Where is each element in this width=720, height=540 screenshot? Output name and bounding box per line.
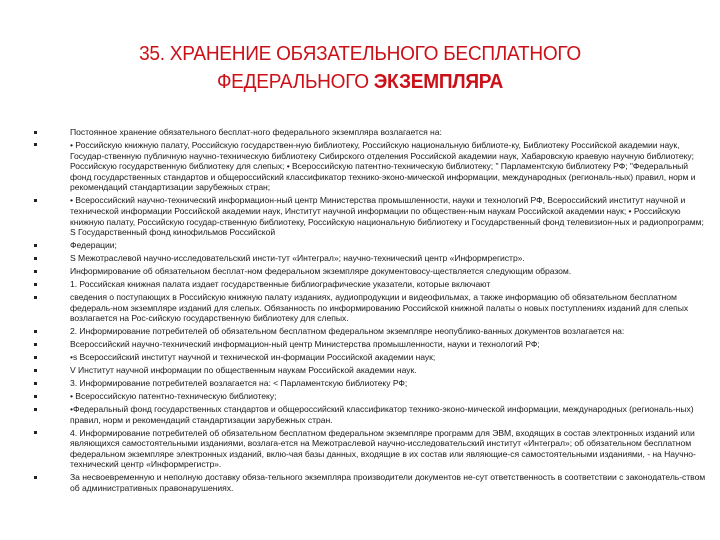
list-item: [34, 428, 706, 470]
list-item: [34, 326, 706, 337]
bullet-icon: [34, 395, 37, 398]
bullet-icon: [34, 257, 37, 260]
title-line-2-bold: ЭКЗЕМПЛЯРА: [373, 70, 504, 93]
list-item-text: сведения о поступающих в Российскую книжную палату изданиях, аудиопродукции и видеофильмах, а также информацию об обязательном бесплатном федераль-ном экземпляре изданий для слепых. Обязанность по информированию Российской книжной палаты о новых поступлениях изданий для слепых возлагается на Рос-сийскую государственную библиотеку для слепых.: [70, 292, 689, 324]
bullet-icon: [34, 244, 37, 247]
bullet-icon: [34, 343, 37, 346]
bullet-icon: [34, 382, 37, 385]
list-item: [34, 266, 706, 277]
slide-title: [25, 40, 695, 96]
list-item: [34, 352, 706, 363]
list-item-text: 1. Российская книжная палата издает государственные библиографические указатели, которые включают: [70, 279, 491, 290]
bullet-icon: [34, 131, 37, 134]
bullet-icon: [34, 356, 37, 359]
list-item: [34, 472, 706, 493]
list-item-text: Информирование об обязательном бесплат-ном федеральном экземпляре документовосу-ществляется следующим образом.: [70, 266, 572, 277]
list-item: [34, 339, 706, 350]
bullet-icon: [34, 270, 37, 273]
list-item-text: S Межотраслевой научно-исследовательский инсти-тут «Интеграл»; научно-технический центр «Информрегистр».: [70, 253, 525, 264]
bullet-icon: [34, 369, 37, 372]
list-item: [34, 404, 706, 425]
list-item-text: За несвоевременную и неполную доставку обяза-тельного экземпляра производители документов не-сут ответственность в соответствии с законодатель-ством об административных правонарушениях.: [70, 472, 706, 494]
bullet-icon: [34, 283, 37, 286]
list-item: [34, 140, 706, 193]
list-item-text: •Федеральный фонд государственных стандартов и общероссийский классификатор технико-эконо-мической информации, международных (региональ-ных) правил, норм и рекомендаций стандартизации зарубежных стран.: [70, 404, 694, 425]
list-item-text: • Всероссийскую патентно-техническую библиотеку;: [70, 391, 277, 402]
bullet-icon: [34, 431, 37, 434]
list-item-text: •s Всероссийский институт научной и технической ин-формации Российской академии наук;: [70, 352, 436, 363]
list-item: [34, 240, 706, 251]
list-item: [34, 365, 706, 376]
bullet-icon: [34, 296, 37, 299]
list-item: [34, 195, 706, 237]
bullet-icon: [34, 143, 37, 146]
list-item-text: • Всероссийский научно-технический информацион-ный центр Министерства промышленности, науки и технологий РФ, Всероссийский институт научной и технической информации Российской академии наук, Институт научной информации по обществен-ным наукам Российской академии наук; • Российскую книжную палату, Российскую государ-ственную библиотеку, Российскую национальную библиотеку и Государственный фонд телевизион-ных и радиопрограмм; S Государственный фонд кинофильмов Российской: [70, 195, 704, 238]
bullet-icon: [34, 476, 37, 479]
list-item-text: Всероссийский научно-технический информацион-ный центр Министерства промышленности, науки и технологий РФ;: [70, 339, 540, 350]
title-line-2-regular: ФЕДЕРАЛЬНОГО: [216, 70, 374, 93]
list-item: [34, 391, 706, 402]
list-item-text: 2. Информирование потребителей об обязательном бесплатном федеральном экземпляре неопублико-ванных документов возлагается на:: [70, 326, 625, 337]
list-item: [34, 279, 706, 290]
list-item: [34, 292, 706, 324]
title-line-1: 35. ХРАНЕНИЕ ОБЯЗАТЕЛЬНОГО БЕСПЛАТНОГО: [139, 42, 581, 65]
list-item-text: 4. Информирование потребителей об обязательном бесплатном федеральном экземпляре программ для ЭВМ, входящих в состав электронных изданий или являющихся самостоятельными изданиями, возлага-ется на Межотраслевой научно-исследовательский институт «Интеграл»; об обязательном бесплатном федеральном экземпляре электронных изданий, вклю-чая базы данных, входящие в их состав или являющие-ся самостоятельными изданиями, - на Научно-технический центр «Информрегистр».: [70, 427, 696, 470]
list-item-text: 3. Информирование потребителей возлагается на: < Парламентскую библиотеку РФ;: [70, 378, 408, 389]
list-item: [34, 253, 706, 264]
bullet-icon: [34, 408, 37, 411]
bullet-icon: [34, 199, 37, 202]
list-item: [34, 127, 706, 138]
list-item-text: Федерации;: [70, 240, 117, 251]
bullet-icon: [34, 330, 37, 333]
list-item-text: Постоянное хранение обязательного бесплат-ного федерального экземпляра возлагается на:: [70, 127, 442, 137]
list-item-text: V Институт научной информации по общественным наукам Российской академии наук.: [70, 365, 417, 376]
list-item: [34, 378, 706, 389]
title-line-2: [25, 68, 695, 96]
bullet-list: [34, 127, 706, 496]
list-item-text: • Российскую книжную палату, Российскую государствен-ную библиотеку, Российскую национальную библиоте-ку, Библиотеку Российской академии наук, Государ-ственную публичную научно-техническую библиотеку Сибирского отделения Российской академии наук, Хабаровскую краевую научную библиотеку; Российскую государственную библиотеку для слепых; • Всероссийскую патентно-техническую библиотеку; " Парламентскую библиотеку РФ; "Федеральный фонд государственных стандартов и общероссийский классификатор технико-эконо-мической информации, международных (региональ-ных) правил, норм и рекомендаций стандартизации зарубежных стран;: [70, 139, 696, 193]
